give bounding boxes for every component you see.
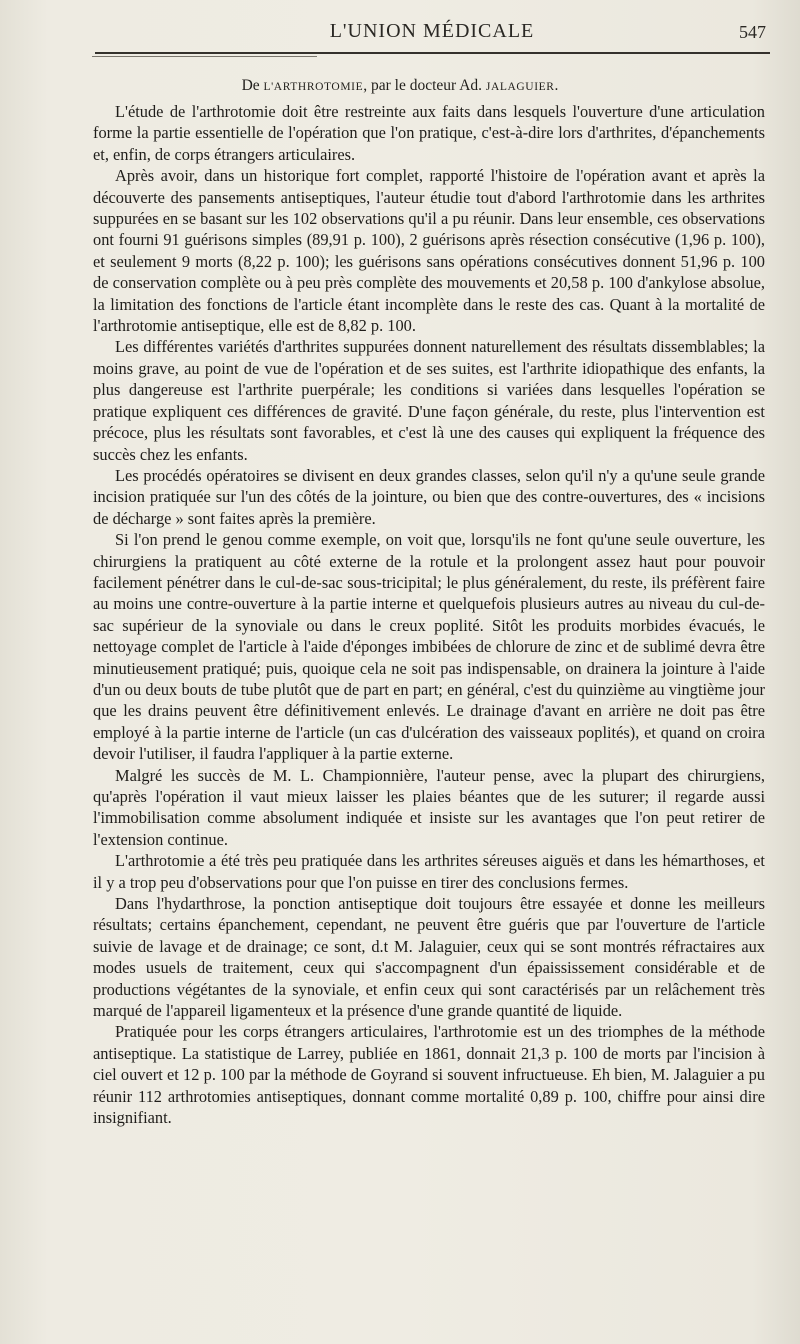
paragraph-knee: Si l'on prend le genou comme exemple, on voit que, lorsqu'ils ne font qu'une seule ouverture, les chirurgiens la pratiquent au côté externe de la rotule et la prolongent assez haut pour pouvoir facilement pénétrer dans le cul-de-sac sous-tricipital; le plus généralement, du reste, ils préfèrent faire au moins une contre-ouverture à la partie interne et quelquefois plusieurs autres au niveau du cul-de-sac supérieur de la synoviale ou dans le creux poplité. Sitôt les produits morbides évacués, le nettoyage complet de l'article à l'aide d'éponges imbibées de chlorure de zinc et de sublimé devra être minutieusement pratiqué; puis, quoique cela ne soit pas indispensable, on drainera la jointure à l'aide d'un ou deux bouts de tube plutôt que de part en part; en général, c'est du quinzième au vingtième jour que les drains peuvent être définitivement enlevés. Le drainage d'avant en arrière ne doit pas être employé à la partie interne de l'article (un cas d'ulcération des vaisseaux poplités), et quand on croira devoir l'utiliser, il faudra l'appliquer à la partie externe. (93, 530, 765, 764)
header-rule (95, 52, 770, 54)
paragraph-serous: L'arthrotomie a été très peu pratiquée dans les arthrites séreuses aiguës et dans les hémarthoses, et il y a trop peu d'observations pour que l'on puisse en tirer des conclusions fermes. (93, 851, 765, 892)
paragraph-procedures: Les procédés opératoires se divisent en deux grandes classes, selon qu'il n'y a qu'une seule grande incision pratiquée sur l'un des côtés de la jointure, ou bien que des contre-ouvertures, des « incisions de décharge » sont faites après la première. (93, 465, 765, 528)
header-rule-thin (92, 56, 317, 57)
heading-title: L'ARTHROTOMIE (263, 81, 364, 93)
page-number: 547 (739, 22, 766, 42)
page-header (92, 14, 772, 54)
paragraph-varieties: Les différentes variétés d'arthrites suppurées donnent naturellement des résultats dissemblables; la moins grave, au point de vue de l'opération et de ses suites, est l'arthrite idiopathique des enfants, la plus dangereuse est l'arthrite puerpérale; les conditions si variées dans lesquelles l'opération se pratique expliquent ces différences de gravité. D'une façon générale, du reste, plus l'intervention est précoce, plus les résultats sont favorables, et c'est là une des causes qui expliquent la fréquence des succès chez les enfants. (93, 337, 765, 464)
paragraph-history: Après avoir, dans un historique fort complet, rapporté l'histoire de l'opération avant et après la découverte des pansements antiseptiques, l'auteur étudie tout d'abord l'arthrotomie dans les arthrites suppurées en se basant sur les 102 observations qu'il a pu réunir. Dans leur ensemble, ces observations ont fourni 91 guérisons simples (89,91 p. 100), 2 guérisons après résection consécutive (1,96 p. 100), et seulement 9 morts (8,22 p. 100); les guérisons sans opérations consécutives donnent 51,96 p. 100 de conservation complète ou à peu près complète des mouvements et 20,58 p. 100 d'ankylose absolue, la limitation des fonctions de l'article étant incomplète dans le reste des cas. Quant à la mortalité de l'arthrotomie antiseptique, elle est de 8,82 p. 100. (93, 166, 765, 336)
heading-byline: , par le docteur Ad. (363, 77, 486, 94)
article-body (93, 101, 765, 1129)
paragraph-foreign-bodies: Pratiquée pour les corps étrangers articulaires, l'arthrotomie est un des triomphes de la méthode antiseptique. La statistique de Larrey, publiée en 1861, donnait 21,3 p. 100 de morts par l'incision à ciel ouvert et 12 p. 100 par la méthode de Goyrand si souvent infructueuse. Eh bien, M. Jalaguier a pu réunir 112 arthrotomies antiseptiques, donnant comme mortalité 0,89 p. 100, chiffre pour ainsi dire insignifiant. (93, 1022, 765, 1128)
running-title: L'UNION MÉDICALE (329, 20, 535, 42)
article-heading (0, 77, 800, 95)
heading-author: JALAGUIER (485, 81, 555, 93)
paragraph-hydarthrose: Dans l'hydarthrose, la ponction antiseptique doit toujours être essayée et donne les meilleurs résultats; certains épanchement, cependant, ne peuvent être guéris que par l'ouverture de l'article suivie de lavage et de drainage; ce sont, d.t M. Jalaguier, ceux qui se sont montrés réfractaires aux modes usuels de traitement, ceux qui s'accompagnent d'un épaississement considérable et de productions végétantes de la synoviale, et enfin ceux qui sont caractérisés par un relâchement très marqué de l'appareil ligamenteux et la présence d'une grande quantité de liquide. (93, 894, 765, 1021)
paragraph-scope: L'étude de l'arthrotomie doit être restreinte aux faits dans lesquels l'ouverture d'une articulation forme la partie essentielle de l'opération que l'on pratique, c'est-à-dire lors d'arthrites, d'épanchements et, enfin, de corps étrangers articulaires. (93, 102, 765, 164)
paragraph-sutures: Malgré les succès de M. L. Championnière, l'auteur pense, avec la plupart des chirurgiens, qu'après l'opération il vaut mieux laisser les plaies béantes que de les suturer; il regarde aussi l'immobilisation comme absolument indiquée et insiste sur les avantages que l'on peut retirer de l'extension continue. (93, 765, 765, 849)
heading-prefix: De (241, 77, 264, 94)
heading-end: . (554, 77, 559, 94)
